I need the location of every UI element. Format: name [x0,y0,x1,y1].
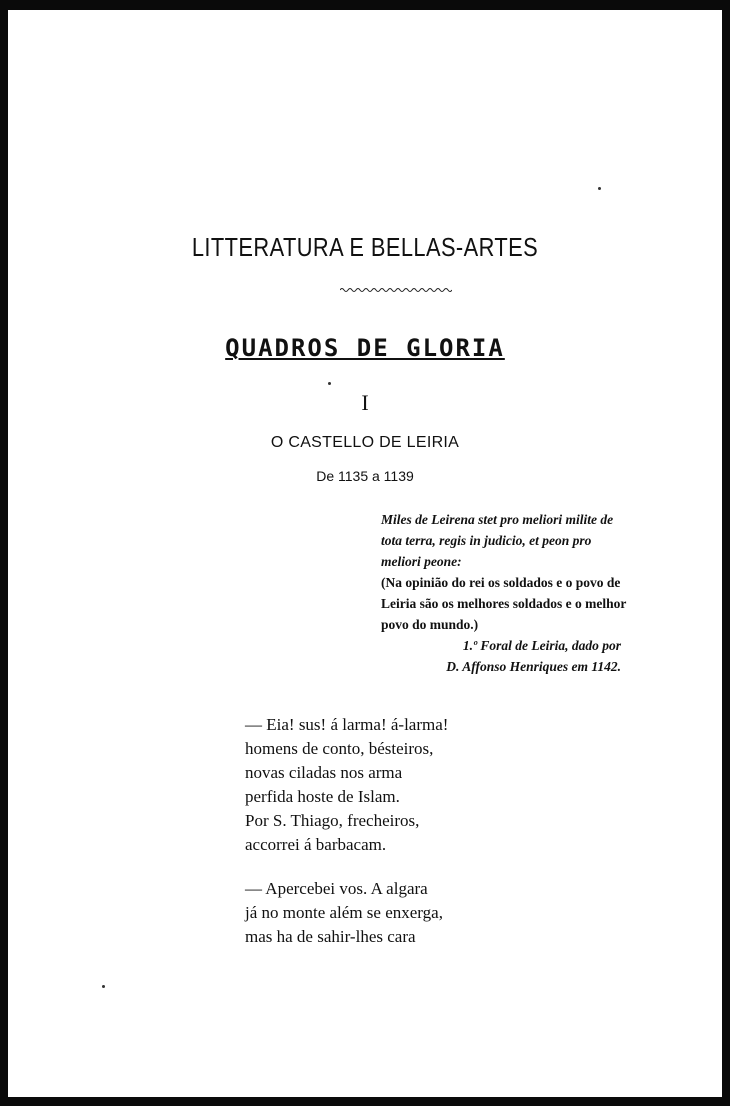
ink-speck [102,985,105,988]
date-range: De 1135 a 1139 [316,468,414,484]
chapter-subtitle: O CASTELLO DE LEIRIA [270,434,460,451]
poem-line: accorrei á barbacam. [245,835,387,854]
page-title: QUADROS DE GLORIA [225,334,505,362]
poem-line: homens de conto, bésteiros, [245,739,434,758]
document-page [8,10,722,1097]
ink-speck [598,187,601,190]
poem-line: — Eia! sus! á larma! á-larma! [245,715,449,734]
epigraph-source-1: 1.º Foral de Leiria, dado por [462,638,621,653]
section-heading: LITTERATURA E BELLAS-ARTES [191,232,539,262]
poem-line: mas ha de sahir-lhes cara [245,927,416,946]
epigraph-latin: Miles de Leirena stet pro meliori milite de tota terra, regis in judicio, et peon pro meliori peone: [381,512,614,569]
epigraph-translation: (Na opinião do rei os soldados e o povo de Leiria são os melhores soldados e o melhor povo do mundo.) [381,575,627,632]
poem-stanza-2 [245,877,545,949]
poem-line: novas ciladas nos arma [245,763,403,782]
poem-line: perfida hoste de Islam. [245,787,400,806]
poem-line: já no monte além se enxerga, [245,903,443,922]
part-number: I [361,390,369,415]
poem-line: — Apercebei vos. A algara [245,879,428,898]
poem-stanza-1 [245,713,545,857]
ink-speck [328,382,331,385]
wavy-divider [340,286,452,294]
epigraph [381,509,631,677]
epigraph-source-2: D. Affonso Henriques em 1142. [446,659,621,674]
poem-line: Por S. Thiago, frecheiros, [245,811,420,830]
